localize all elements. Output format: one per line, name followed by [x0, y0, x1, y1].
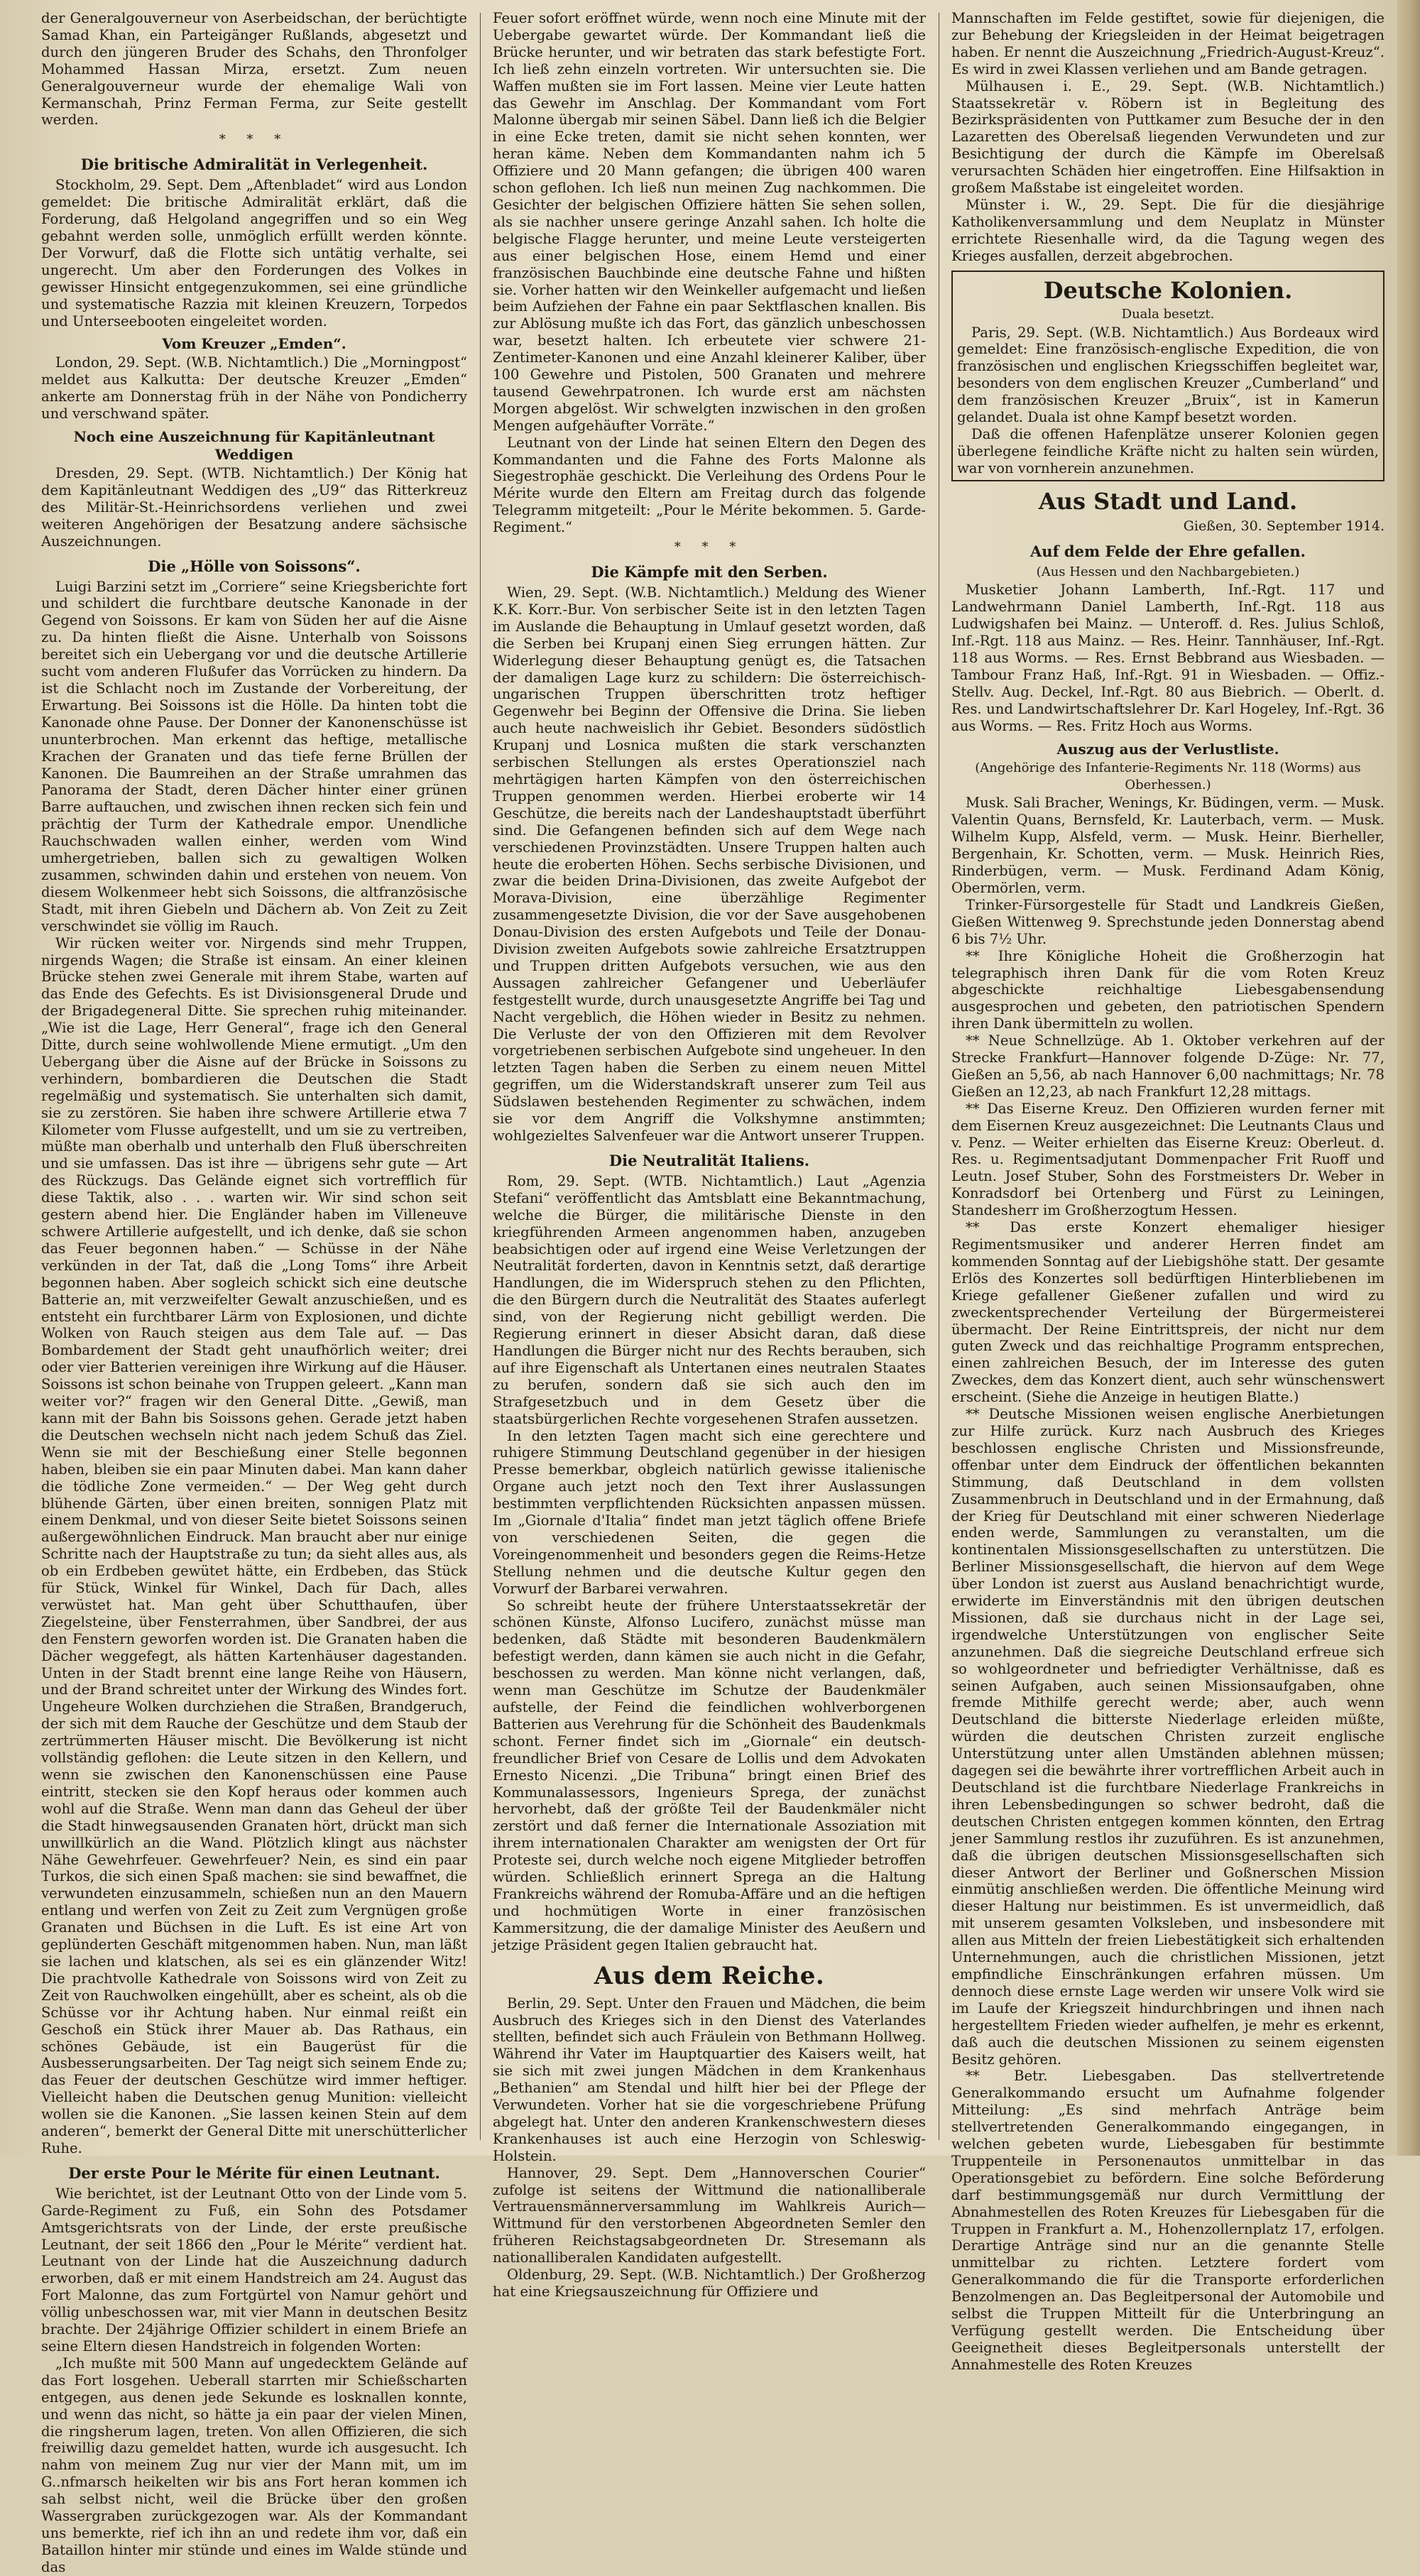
subheadline: Duala besetzt.	[1121, 306, 1215, 322]
article-text: Wie berichtet, ist der Leutnant Otto von der Linde vom 5. Garde-Regiment zu Fuß, ein Sohn des Potsdamer Amtsgerichtsrats von der Linde, der erste preußische Leutnant, der seit 1866 den „Pour le Mérite“ verdient hat. Leutnant von der Linde hat die Auszeichnung dadurch erworben, daß er mit einem Handstreich am 24. August das Fort Malonne, das zum Fortgürtel von Namur gehört und völlig unbeschossen war, mit vier Mann in deutschen Besitz brachte. Der 24jährige Offizier schildert in einem Briefe an seine Eltern diesen Handstreich in folgenden Worten:	[41, 2185, 467, 2354]
headline-serben: Die Kämpfe mit den Serben.	[591, 563, 828, 581]
article-text: Dresden, 29. Sept. (WTB. Nichtamtlich.) Der König hat dem Kapitänleutnant Weddigen des „U9“ das Ritterkreuz des Militär-St.-Heinrichsordens verliehen und zwei weiteren Angehörigen der Besatzung andere sächsische Auszeichnungen.	[41, 465, 467, 550]
article-text: Daß die offenen Hafenplätze unserer Kolonien gegen überlegene feindliche Kräfte nicht zu halten sein würden, war von vornherein anzunehmen.	[957, 425, 1379, 476]
article-text: Stockholm, 29. Sept. Dem „Aftenbladet“ wird aus London gemeldet: Die britische Admiralität erklärt, daß die Forderung, daß Helgoland angegriffen und so ein Weg gebahnt werden solle, unmöglich erfüllt werden könnte. Der Vorwurf, daß die Flotte sich untätig verhalte, sei ungerecht. Um aber den Forderungen des Volkes in gewisser Hinsicht entgegenzukommen, sei eine gründliche und systematische Razzia mit kleinen Kreuzern, Torpedos und Unterseebooten eingeleitet worden.	[41, 177, 467, 329]
article-text: Leutnant von der Linde hat seinen Eltern den Degen des Kommandanten und die Fahne des Forts Malonne als Siegestrophäe geschickt. Die Verleihung des Ordens Pour le Mérite wurde den Eltern am Freitag durch das folgende Telegramm mitgeteilt: „Pour le Mérite bekommen. 5. Garde-Regiment.“	[493, 434, 926, 536]
article-text: Luigi Barzini setzt im „Corriere“ seine Kriegsberichte fort und schildert die furchtbare deutsche Kanonade in der Gegend von Soissons. Er kam von Süden her auf die Aisne zu. Da hinten fließt die Aisne. Unterhalb von Soissons bereitet sich ein Uebergang vor und die deutsche Artillerie sucht vom anderen Flußufer das Vorrücken zu hindern. Da ist die Schlacht noch im Zustande der Vorbereitung, der Erwartung. Bei Soissons ist die Hölle. Da hinten tobt die Kanonade ohne Pause. Der Donner der Kanonenschüsse ist ununterbrochen. Man erkennt das heftige, metallische Krachen der Granaten und das tiefe ferne Brüllen der Kanonen. Die Baumreihen an der Straße umrahmen das Panorama der Stadt, deren Dächer hinter einer grünen Barre auftauchen, und zwischen ihnen recken sich fein und prächtig der Turm der Kathedrale empor. Unendliche Rauchschwaden wallen einher, werden vom Wind umhergetrieben, ballen sich zu gewaltigen Wolken zusammen, schwinden dahin und erstehen von neuem. Von diesem Wolkenmeer hebt sich Soissons, die altfranzösische Stadt, mit ihren Giebeln und Dächern ab. Von Zeit zu Zeit verschwindet sie völlig im Rauch.	[41, 578, 467, 934]
column-rule	[480, 13, 481, 2140]
article-text: der Generalgouverneur von Aserbeidschan, der berüchtigte Samad Khan, ein Parteigänger Rußlands, abgesetzt und durch den jüngeren Bruder des Schahs, den Thronfolger Mohammed Hassan Mirza, ersetzt. Zum neuen Generalgouverneur wurde der ehemalige Wali von Kermanschah, Prinz Ferman Ferma, zur Seite gestellt werden.	[41, 10, 467, 129]
article-text: Wir rücken weiter vor. Nirgends sind mehr Truppen, nirgends Wagen; die Straße ist einsam. An einer kleinen Brücke stehen zwei Generale mit ihrem Stabe, warten auf das Ende des Gefechts. Es ist Divisionsgeneral Drude und der Brigadegeneral Ditte. Sie sprechen ruhig miteinander. „Wie ist die Lage, Herr General“, frage ich den General Ditte, durch seine wohlwollende Miene ermutigt. „Um den Uebergang über die Aisne auf der Brücke in Soissons zu verhindern, bombardieren die Deutschen die Stadt regelmäßig und systematisch. Sie unterhalten sich damit, sie zu zerstören. Sie haben ihre schwere Artillerie etwa 7 Kilometer vom Flusse aufgestellt, und um sie zu vertreiben, müßte man oberhalb und unterhalb den Fluß überschreiten und sie umfassen. Das ist ihre — übrigens sehr gute — Art des Rückzugs. Das Gelände eignet sich vortrefflich für diese Taktik, also . . . warten wir. Wir sind schon seit gestern abend hier. Die Engländer haben im Villeneuve schwere Artillerie aufgestellt, und ich denke, daß sie schon das Feuer begonnen haben.“ — Schüsse in der Nähe verkünden in der Tat, daß die „Long Toms“ ihre Arbeit begonnen haben. Aber sogleich schickt sich eine deutsche Batterie an, mit verzweifelter Gewalt anzuschießen, und es entsteht ein furchtbarer Lärm von Explosionen, und dichte Wolken von Rauch steigen aus dem Tale auf. — Das Bombardement der Stadt geht unaufhörlich weiter; drei oder vier Batterien vereinigen ihre Wirkung auf die Häuser. Soissons ist schon beinahe von Truppen geleert. „Kann man weiter vor?“ fragen wir den General Ditte. „Gewiß, man kann mit der Bahn bis Soissons gehen. Gerade jetzt haben die Deutschen wechseln nicht nach jedem Schuß das Ziel. Wenn sie mit der Beschießung einer Stelle begonnen haben, bleiben sie ein paar Minuten dabei. Man kann daher die tödliche Zone vermeiden.“ — Der Weg geht durch blühende Gärten, über einen breiten, sonnigen Platz mit einem Denkmal, und von dieser Seite bietet Soissons seinen außergewöhnlichen Eindruck. Man braucht aber nur einige Schritte nach der Hauptstraße zu tun; da sieht alles aus, als ob ein Erdbeben gewütet hätte, ein Erdbeben, das Stück für Stück, Winkel für Winkel, Dach für Dach, alles verwüstet hat. Man geht über Schutthaufen, über Ziegelsteine, über Fensterrahmen, über Sandbrei, der aus den Fenstern geworfen worden ist. Die Granaten haben die Dächer weggefegt, als hätten Kartenhäuser dagestanden. Unten in der Stadt brennt eine lange Reihe von Häusern, und der Brand schreitet unter der Wirkung des Windes fort. Ungeheure Wolken durchziehen die Straßen, Brandgeruch, der sich mit dem Rauche der Geschütze und dem Staub der zertrümmerten Häuser mischt. Die Bevölkerung ist nicht vollständig geflohen: die Leute sitzen in den Kellern, und wenn sie zwischen den Kanonenschüssen eine Pause eintritt, stecken sie den Kopf heraus oder kommen auch wohl auf die Straße. Wenn man dann das Geheul der über die Stadt hinwegsausenden Granaten hört, drückt man sich unwillkürlich an die Wand. Plötzlich klingt aus nächster Nähe Gewehrfeuer. Gewehrfeuer? Nein, es sind ein paar Turkos, die sich einen Spaß machen: sie sind bewaffnet, die verwundeten einzusammeln, schießen nun an den Mauern entlang und werfen von Zeit zu Zeit zum Vergnügen große Granaten und Büchsen in die Luft. Es ist eine Art von geplünderten Geschäft mitgenommen haben. Nun, man läßt sie lachen und klatschen, als sei es ein glänzender Witz! Die prachtvolle Kathedrale von Soissons wird von Zeit zu Zeit von Rauchwolken eingehüllt, aber es scheint, als ob die Schüsse vor ihr Achtung haben. Nur einmal reißt ein Geschoß ein Stück ihrer Mauer ab. Das Rathaus, ein schönes Gebäude, ist ein Baugerüst für die Ausbesserungsarbeiten. Der Tag neigt sich seinem Ende zu; das Feuer der deutschen Geschütze wird immer heftiger. Vielleicht haben die Deutschen genug Munition: vielleicht wollen sie die Kanonen. „Sie lassen keinen Stein auf dem anderen“, bemerkt der General Ditte mit unerschütterlicher Ruhe.	[41, 934, 467, 2156]
headline-weddigen: Noch eine Auszeichnung für Kapitänleutnant Weddigen	[73, 428, 435, 464]
headline-italien: Die Neutralität Italiens.	[608, 1151, 810, 1169]
section-headline-kolonien: Deutsche Kolonien.	[1043, 276, 1293, 304]
column-3	[951, 10, 1384, 2373]
article-text: ** Das Eiserne Kreuz. Den Offizieren wurden ferner mit dem Eisernen Kreuz ausgezeichnet: Die Leutnants Claus und v. Penz. — Weiter erhielten das Eiserne Kreuz: Oberleut. d. Res. u. Regimentsadjutant Dommenpacher Frit Ruoff und Leutn. Josef Stuber, Sohn des Forstmeisters Dr. Weber in Konradsdorf bei Ortenberg und Fürst zu Leiningen, Standesherr im Großherzogtum Hessen.	[951, 1100, 1384, 1219]
article-text: Hannover, 29. Sept. Dem „Hannoverschen Courier“ zufolge ist seitens der Wittmund die nationalliberale Vertrauensmännerversammlung im Wahlkreis Aurich—Wittmund für den verstorbenen Abgeordneten Semler den früheren Reichstagsabgeordneten Dr. Stresemann als nationalliberalen Kandidaten aufgestellt.	[493, 2164, 926, 2266]
article-text: Oldenburg, 29. Sept. (W.B. Nichtamtlich.) Der Großherzog hat eine Kriegsauszeichnung für Offiziere und	[493, 2266, 926, 2300]
article-text: Münster i. W., 29. Sept. Die für die diesjährige Katholikenversammlung und dem Neuplatz in Münster errichtete Riesenhalle wird, da die Tagung wegen des Krieges ausfallen, derzeit abgebrochen.	[951, 196, 1384, 264]
article-text: In den letzten Tagen macht sich eine gerechtere und ruhigere Stimmung Deutschland gegenüber in der hiesigen Presse bemerkbar, obgleich natürlich gewisse italienische Organe auch jetzt noch den Text ihrer Auslassungen bestimmten verpflichtenden Rücksichten anpassen müssen. Im „Giornale d'Italia“ findet man jetzt täglich offene Briefe von verschiedenen Seiten, die gegen die Voreingenommenheit und besonders gegen die Reims-Hetze Stellung nehmen und die deutsche Kultur gegen den Vorwurf der Barbarei verwahren.	[493, 1427, 926, 1597]
column-2	[493, 10, 926, 2300]
article-text: ** Betr. Liebesgaben. Das stellvertretende Generalkommando ersucht um Aufnahme folgender Mitteilung: „Es sind mehrfach Anträge beim stellvertretenden Generalkommando eingegangen, in welchen gebeten wurde, Liebesgaben für bestimmte Truppenteile in Personenautos unmittelbar in das Operationsgebiet zu befördern. Eine solche Beförderung darf bestimmungsgemäß nur durch Vermittlung der Abnahmestellen des Roten Kreuzes für Liebesgaben für die Truppen in Frankfurt a. M., Hohenzollernplatz 17, erfolgen. Derartige Anträge sind nur an die genannte Stelle unmittelbar zu richten. Letztere fordert vom Generalkommando die für die Transporte erforderlichen Benzolmengen an. Das Begleitpersonal der Automobile und selbst die Truppen Mitteilt für die Unterbringung an Verfügung gestellt werden. Die Entscheidung über Geeignetheit dieses Begleitpersonals unterstellt der Annahmestelle des Roten Kreuzes	[951, 2068, 1384, 2373]
kolonien-box	[951, 271, 1384, 481]
article-text: „Ich mußte mit 500 Mann auf ungedecktem Gelände auf das Fort losgehen. Ueberall starrten mir Schießscharten entgegen, aus denen jede Sekunde es losknallen konnte, und wenn das nicht, so hätte ja ein paar der vielen Minen, die ringsherum lagen, treten. Von allen Offizieren, die sich freiwillig dazu gemeldet hatten, wurde ich ausgesucht. Ich nahm von meinem Zug nur vier der Mann mit, um im G..nfmarsch heikelten wir bis ans Fort heran kommen ich sah selbst nicht, weil die Brücke über den großen Wassergraben zurückgezogen war. Als der Kommandant uns bemerkte, rief ich ihn an und redete ihm vor, daß ein Bataillon hinter mir stünde und eines im Walde stünde und das	[41, 2354, 467, 2575]
column-1	[41, 10, 467, 2575]
section-separator: * * *	[219, 132, 290, 148]
article-text: Paris, 29. Sept. (W.B. Nichtamtlich.) Aus Bordeaux wird gemeldet: Eine französisch-englische Expedition, die von französischen und englischen Kriegsschiffen begleitet war, besonders von dem englischen Kreuzer „Cumberland“ und dem französischen Kreuzer „Bruix“, ist in Kamerun gelandet. Duala ist ohne Kampf besetzt worden.	[957, 324, 1379, 426]
article-text: Wien, 29. Sept. (W.B. Nichtamtlich.) Meldung des Wiener K.K. Korr.-Bur. Von serbischer Seite ist in den letzten Tagen im Auslande die Behauptung in Umlauf gesetzt worden, daß die Serben bei Krupanj einen Sieg errungen hätten. Zur Widerlegung dieser Behauptung genügt es, die Tatsachen der damaligen Lage kurz zu schildern: Die österreichisch-ungarischen Truppen überschritten trotz heftiger Gegenwehr bei Beginn der Offensive die Drina. Sie lieben auch heute nachweislich ihr Gebiet. Besonders südöstlich Krupanj und Losnica mußten die stark verschanzten serbischen Stellungen als erstes Operationsziel nach mehrtägigen harten Kämpfen von den österreichischen Truppen genommen werden. Hierbei eroberte wir 14 Geschütze, die bereits nach der Landeshauptstadt überführt sind. Die Gefangenen befinden sich auf dem Wege nach verschiedenen Provinzstädten. Unsere Truppen halten auch heute die eroberten Höhen. Sechs serbische Divisionen, und zwar die beiden Drina-Divisionen, das zweite Aufgebot der Morava-Division, eine überzählige Regimenter zusammengesetzte Division, die vor der Save ausgehobenen Donau-Division des ersten Aufgebots und Teile der Donau-Division zweiten Aufgebots sowie zahlreiche Ersatztruppen und Truppen dritten Aufgebots versuchen, wie aus den Aussagen zahlreicher Gefangener und Ueberläufer festgestellt wurde, durch unausgesetzte Angriffe bei Tag und Nacht vergeblich, die Höhen wieder in Besitz zu nehmen. Die Verluste der von den Offizieren mit dem Revolver vorgetriebenen serbischen Aufgebote sind ungeheuer. In den letzten Tagen haben die Serben zu einem neuen Mittel gegriffen, um die Widerstandskraft unserer zum Teil aus Südslawen bestehenden Regimenter zu schwächen, indem sie vor dem Angriff die Volkshymne anstimmten; wohlgezieltes Salvenfeuer war die Antwort unserer Truppen.	[493, 584, 926, 1144]
headline-pour-le-merite: Der erste Pour le Mérite für einen Leutnant.	[68, 2163, 440, 2182]
article-text: London, 29. Sept. (W.B. Nichtamtlich.) Die „Morningpost“ meldet aus Kalkutta: Der deutsche Kreuzer „Emden“ ankerte am Donnerstag früh in der Nähe von Pondicherry und verschwand später.	[41, 354, 467, 422]
article-text: Mannschaften im Felde gestiftet, sowie für diejenigen, die zur Behebung der Kriegsleiden in der Heimat beigetragen haben. Er nennt die Auszeichnung „Friedrich-August-Kreuz“. Es wird in zwei Klassen verliehen und am Bande getragen.	[951, 10, 1384, 77]
article-text: ** Ihre Königliche Hoheit die Großherzogin hat telegraphisch ihren Dank für die vom Roten Kreuz abgeschickte reichhaltige Liebesgabensendung ausgesprochen und gebeten, den patriotischen Spendern ihren Dank übermitteln zu wollen.	[951, 947, 1384, 1032]
article-text: Mülhausen i. E., 29. Sept. (W.B. Nichtamtlich.) Staatssekretär v. Röbern ist in Begleitung des Bezirkspräsidenten von Puttkamer zum Besuche der in den Lazaretten des Oberelsaß liegenden Verwundeten und zur Besichtigung der durch die Kämpfe im Oberelsaß verursachten Schäden hier eingetroffen. Eine Hilfsaktion in großem Maßstabe ist eingeleitet worden.	[951, 77, 1384, 197]
article-text: Berlin, 29. Sept. Unter den Frauen und Mädchen, die beim Ausbruch des Krieges sich in den Dienst des Vaterlandes stellten, befindet sich auch Fräulein von Bethmann Hollweg. Während ihr Vater im Hauptquartier des Kaisers weilt, hat sie sich mit zwei jungen Mädchen in dem Krankenhaus „Bethanien“ am Stendal und hilft hier bei der Pflege der Verwundeten. Vorher hat sie die vorgeschriebene Prüfung abgelegt hat. Unter den anderen Krankenschwestern dieses Krankenhauses ist auch eine Herzogin von Schleswig-Holstein.	[493, 1994, 926, 2164]
article-text: Musketier Johann Lamberth, Inf.-Rgt. 117 und Landwehrmann Daniel Lamberth, Inf.-Rgt. 118 aus Ludwigshafen bei Mainz. — Unteroff. d. Res. Julius Schloß, Inf.-Rgt. 118 aus Mainz. — Res. Heinr. Tannhäuser, Inf.-Rgt. 118 aus Worms. — Res. Ernst Bebbrand aus Wiesbaden. — Tambour Franz Haß, Inf.-Rgt. 91 in Wiesbaden. — Offiz.-Stellv. Aug. Deckel, Inf.-Rgt. 80 aus Biebrich. — Oberlt. d. Res. und Landwirtschaftslehrer Dr. Karl Hogeley, Inf.-Rgt. 36 aus Worms. — Res. Fritz Hoch aus Worms.	[951, 582, 1384, 734]
page-edge	[1397, 0, 1420, 2156]
headline-admiralitaet: Die britische Admiralität in Verlegenheit.	[80, 155, 428, 174]
article-text: Musk. Sali Bracher, Wenings, Kr. Büdingen, verm. — Musk. Valentin Quans, Bernsfeld, Kr. Lauterbach, verm. — Musk. Wilhelm Kupp, Alsfeld, verm. — Musk. Heinr. Bierheller, Bergenhain, Kr. Schotten, verm. — Musk. Heinrich Ries, Rinderbügen, verm. — Musk. Ferdinand Adam König, Obermörlen, verm.	[951, 795, 1384, 896]
article-text: Rom, 29. Sept. (WTB. Nichtamtlich.) Laut „Agenzia Stefani“ veröffentlicht das Amtsblatt eine Bekanntmachung, welche die Bürger, die militärische Dienste in den kriegführenden Armeen angenommen haben, anzugeben beabsichtigen oder auf irgend eine Weise Verletzungen der Neutralität forderten, davon in Kenntnis setzt, daß derartige Handlungen, die im Widerspruch stehen zu den Pflichten, die den Bürgern durch die Neutralität des Staates auferlegt sind, von der Regierung nicht gebilligt werden. Die Regierung erinnert in dieser Absicht daran, daß diese Handlungen die Bürger nicht nur des Rechts berauben, sich auf ihre Eigenschaft als Untertanen eines neutralen Staates zu berufen, sondern daß sie sich auch den im Strafgesetzbuch und in dem Gesetz über die staatsbürgerlichen Rechte vorgesehenen Strafen aussetzen.	[493, 1172, 926, 1427]
section-headline-stadt-land: Aus Stadt und Land.	[1038, 487, 1298, 515]
headline-verlustliste: Auszug aus der Verlustliste.	[1056, 740, 1279, 758]
article-text: ** Neue Schnellzüge. Ab 1. Oktober verkehren auf der Strecke Frankfurt—Hannover folgende D-Züge: Nr. 77, Gießen an 5,56, ab nach Hannover 6,00 nachmittags; Nr. 78 Gießen an 12,23, ab nach Frankfurt 12,28 mittags.	[951, 1032, 1384, 1100]
subheadline: (Aus Hessen und den Nachbargebieten.)	[1036, 564, 1300, 579]
headline-ehre: Auf dem Felde der Ehre gefallen.	[1030, 542, 1306, 560]
article-text: ** Das erste Konzert ehemaliger hiesiger Regimentsmusiker und anderer Herren findet am kommenden Sonntag auf der Liebigshöhe statt. Der gesamte Erlös des Konzertes soll bedürftigen Hinterbliebenen im Kriege gefallener Gießener zufallen und wird zu zweckentsprechender Verteilung der Bürgermeisterei übermacht. Der Reine Eintrittspreis, der nicht nur dem guten Zweck und das reichhaltige Programm entsprechen, einen zahlreichen Besuch, der im Interesse des guten Zweckes, dem das Konzert dient, auch sehr wünschenswert erscheint. (Siehe die Anzeige in heutigen Blatte.)	[951, 1219, 1384, 1406]
dateline: Gießen, 30. September 1914.	[1183, 518, 1384, 534]
subheadline: (Angehörige des Infanterie-Regiments Nr. 118 (Worms) aus Oberhessen.)	[975, 760, 1361, 792]
section-headline-reiche: Aus dem Reiche.	[594, 1961, 825, 1990]
article-text: ** Deutsche Missionen weisen englische Anerbietungen zur Hilfe zurück. Kurz nach Ausbruch des Krieges beschlossen englische Christen und Missionsfreunde, offenbar unter dem Eindruck der öffentlichen bekannten Stimmung, daß Deutschland in dem vollsten Zusammenbruch in Deutschland und in der Ermahnung, daß der Krieg für Deutschland mit einer schweren Niederlage enden werde, Sammlungen zu veranstalten, um die kontinentalen Missionsgesellschaften zu unterstützen. Die Berliner Missionsgesellschaft, die hiervon auf dem Wege über London ist zuerst aus Ausland benachrichtigt wurde, erwiderte im Einverständnis mit den übrigen deutschen Missionen, daß sie durchaus nicht in der Lage sei, irgendwelche Unterstützungen von englischer Seite anzunehmen. Daß die siegreiche Deutschland erfreue sich so wohlgeordneter und befriedigter Verhältnisse, daß es seinen Aufgaben, auch seinen Missionsaufgaben, ohne fremde Mithilfe gerecht werde; aber, auch wenn Deutschland die bitterste Niederlage erleiden müßte, würden die deutschen Christen zurzeit englische Unterstützung unter allen Umständen ablehnen müssen; dagegen sei die bewährte ihrer vortrefflichen Arbeit auch in Deutschland ist die furchtbare Niederlage Frankreichs in ihren Lebensbedingungen so schwer bedroht, daß die deutschen Christen entgegen kommen könnten, den Ertrag jener Sammlung restlos ihr zuzuführen. Es ist anzunehmen, daß die übrigen deutschen Missionsgesellschaften sich dieser Antwort der Berliner und Goßnerschen Mission einmütig anschließen werden. Die öffentliche Meinung wird dieser Haltung nur beistimmen. Es ist unvermeidlich, daß mit unserem gesamten Volksleben, und insbesondere mit allen aus Mitteln der freien Liebestätigkeit sich erhaltenden Unternehmungen, auch die christlichen Missionen, jetzt empfindliche Einschränkungen erfahren müssen. Um dennoch diese ernste Lage werden wir unsere Volk wird sie im Laufe der Kriegszeit hindurchbringen und ihnen nach hergestelltem Frieden wieder aufhelfen, je mehr es erkennt, daß auch die deutschen Missionen zu seinem eigensten Besitz gehören.	[951, 1406, 1384, 2068]
section-separator: * * *	[674, 540, 745, 555]
article-text: So schreibt heute der frühere Unterstaatssekretär der schönen Künste, Alfonso Lucifero, zunächst müsse man bedenken, daß Städte mit besonderen Baudenkmälern befestigt werden, dann kämen sie auch nicht in die Gefahr, beschossen zu werden. Man könne nicht verlangen, daß, wenn man Geschütze im Schutze der Baudenkmäler aufstelle, der Feind die feindlichen wohlverborgenen Batterien aus Verehrung für die Schönheit des Baudenkmals schont. Ferner findet sich im „Giornale“ ein deutsch-freundlicher Brief von Cesare de Lollis und dem Advokaten Ernesto Nicenzi. „Die Tribuna“ bringt einen Brief des Kommunalassessors, Ingenieurs Sprega, der zunächst hervorhebt, daß der größte Teil der Baudenkmäler nicht zerstört und daß ferner die Internationale Assoziation mit ihrem internationalen Charakter am wenigsten der Ort für Proteste sei, durch welche noch eigene Mitglieder betroffen würden. Schließlich erinnert Sprega an die Haltung Frankreichs während der Romuba-Affäre und an die heftigen und hochmütigen Worte in einer französischen Kammersitzung, die der damalige Minister des Aeußern und jetzige Präsident gegen Italien gebraucht hat.	[493, 1597, 926, 1953]
article-text: Trinker-Fürsorgestelle für Stadt und Landkreis Gießen, Gießen Wittenweg 9. Sprechstunde jeden Donnerstag abend 6 bis 7½ Uhr.	[951, 896, 1384, 947]
headline-soissons: Die „Hölle von Soissons“.	[148, 557, 361, 575]
headline-emden: Vom Kreuzer „Emden“.	[162, 335, 346, 353]
article-text: Feuer sofort eröffnet würde, wenn noch eine Minute mit der Uebergabe gewartet würde. Der Kommandant ließ die Brücke herunter, und wir betraten das stark befestigte Fort. Ich ließ zehn einzeln vortreten. Wir untersuchten sie. Die Waffen mußten sie im Fort lassen. Meine vier Leute hatten das Gewehr im Anschlag. Der Kommandant vom Fort Malonne übergab mir seinen Säbel. Dann ließ ich die Belgier in eine Ecke treten, damit sie nicht sehen konnten, wer heran käme. Neben dem Kommandanten nahm ich 5 Offiziere und 20 Mann gefangen; die übrigen 400 waren schon geflohen. Ich ließ nun meinen Zug nachkommen. Die Gesichter der belgischen Offiziere hätten Sie sehen sollen, als sie nachher unsere geringe Anzahl sahen. Ich holte die belgische Flagge herunter, und meine Leute versteigerten aus einer belgischen Hose, einem Hemd und einer französischen Bauchbinde eine deutsche Fahne und hißten sie. Vorher hatten wir den Weinkeller aufgemacht und ließen beim Aufziehen der Fahne ein paar Sektflaschen knallen. Bis zur Ablösung mußte ich das Fort, das gänzlich unbeschossen war, besetzt halten. Ich erbeutete vier schwere 21-Zentimeter-Kanonen und eine Anzahl kleinerer Kaliber, über 100 Gewehre und Pistolen, 500 Granaten und mehrere tausend Gewehrpatronen. Ich wurde erst am nächsten Morgen abgelöst. Wir schwelgten inzwischen in den großen Mengen aufgehäufter Vorräte.“	[493, 10, 926, 434]
